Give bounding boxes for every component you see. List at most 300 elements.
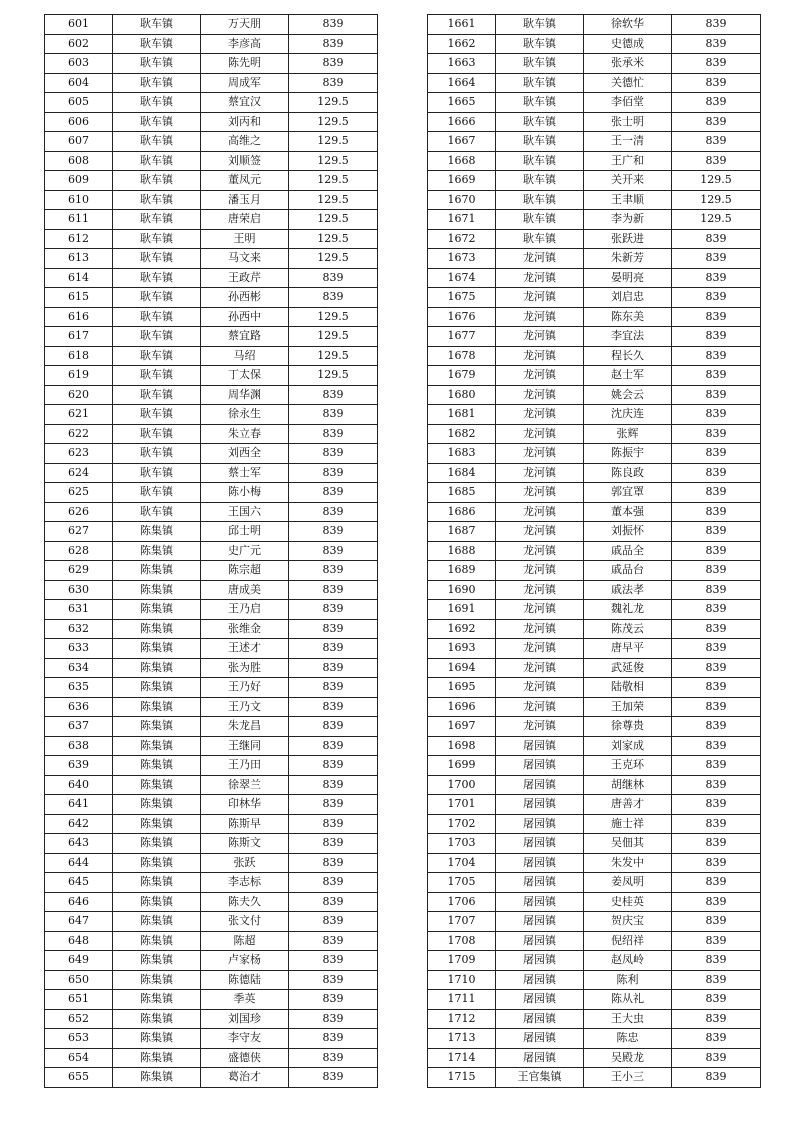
amount-cell: 129.5 — [289, 210, 378, 230]
table-row — [45, 54, 378, 74]
amount-cell: 839 — [289, 405, 378, 425]
serial-number-cell: 1687 — [428, 522, 496, 542]
amount-cell: 839 — [289, 600, 378, 620]
amount-cell: 839 — [672, 873, 761, 893]
serial-number-cell: 1680 — [428, 385, 496, 405]
serial-number-cell: 635 — [45, 678, 113, 698]
amount-cell: 839 — [289, 502, 378, 522]
person-name-cell: 刘丙和 — [201, 112, 289, 132]
amount-cell: 839 — [289, 541, 378, 561]
table-row — [45, 639, 378, 659]
town-cell: 龙河镇 — [496, 639, 584, 659]
table-row — [45, 795, 378, 815]
town-cell: 屠园镇 — [496, 834, 584, 854]
amount-cell: 839 — [289, 951, 378, 971]
serial-number-cell: 606 — [45, 112, 113, 132]
table-row — [428, 522, 761, 542]
table-row — [428, 873, 761, 893]
table-row — [428, 912, 761, 932]
town-cell: 龙河镇 — [496, 366, 584, 386]
person-name-cell: 王小三 — [584, 1068, 672, 1088]
table-row — [428, 307, 761, 327]
town-cell: 屠园镇 — [496, 892, 584, 912]
amount-cell: 839 — [672, 600, 761, 620]
person-name-cell: 万天朋 — [201, 15, 289, 35]
amount-cell: 839 — [672, 385, 761, 405]
amount-cell: 839 — [289, 736, 378, 756]
town-cell: 耿车镇 — [113, 112, 201, 132]
table-row — [428, 561, 761, 581]
serial-number-cell: 620 — [45, 385, 113, 405]
person-name-cell: 戚品全 — [584, 541, 672, 561]
amount-cell: 839 — [289, 990, 378, 1010]
serial-number-cell: 602 — [45, 34, 113, 54]
amount-cell: 839 — [672, 795, 761, 815]
serial-number-cell: 1668 — [428, 151, 496, 171]
serial-number-cell: 624 — [45, 463, 113, 483]
amount-cell: 129.5 — [672, 210, 761, 230]
amount-cell: 129.5 — [289, 93, 378, 113]
amount-cell: 839 — [672, 853, 761, 873]
town-cell: 屠园镇 — [496, 912, 584, 932]
table-row — [45, 405, 378, 425]
person-name-cell: 朱发中 — [584, 853, 672, 873]
table-row — [428, 580, 761, 600]
person-name-cell: 陈德陆 — [201, 970, 289, 990]
person-name-cell: 赵凤岭 — [584, 951, 672, 971]
town-cell: 龙河镇 — [496, 600, 584, 620]
table-row — [45, 678, 378, 698]
serial-number-cell: 1695 — [428, 678, 496, 698]
table-row — [45, 385, 378, 405]
amount-cell: 839 — [289, 639, 378, 659]
person-name-cell: 武延俊 — [584, 658, 672, 678]
person-name-cell: 王广和 — [584, 151, 672, 171]
serial-number-cell: 611 — [45, 210, 113, 230]
amount-cell: 839 — [289, 853, 378, 873]
serial-number-cell: 1699 — [428, 756, 496, 776]
person-name-cell: 董本强 — [584, 502, 672, 522]
amount-cell: 839 — [672, 970, 761, 990]
serial-number-cell: 650 — [45, 970, 113, 990]
town-cell: 耿车镇 — [496, 190, 584, 210]
serial-number-cell: 1703 — [428, 834, 496, 854]
table-row — [45, 951, 378, 971]
table-row — [45, 580, 378, 600]
amount-cell: 129.5 — [289, 151, 378, 171]
table-row — [428, 931, 761, 951]
table-row — [45, 346, 378, 366]
person-name-cell: 郭宜罩 — [584, 483, 672, 503]
amount-cell: 129.5 — [289, 132, 378, 152]
town-cell: 陈集镇 — [113, 814, 201, 834]
person-name-cell: 印林华 — [201, 795, 289, 815]
town-cell: 耿车镇 — [113, 190, 201, 210]
table-row — [45, 210, 378, 230]
town-cell: 陈集镇 — [113, 736, 201, 756]
serial-number-cell: 1676 — [428, 307, 496, 327]
table-row — [45, 775, 378, 795]
amount-cell: 839 — [672, 366, 761, 386]
town-cell: 陈集镇 — [113, 580, 201, 600]
table-row — [428, 73, 761, 93]
town-cell: 屠园镇 — [496, 873, 584, 893]
town-cell: 陈集镇 — [113, 951, 201, 971]
table-row — [45, 892, 378, 912]
town-cell: 耿车镇 — [113, 405, 201, 425]
serial-number-cell: 1712 — [428, 1009, 496, 1029]
serial-number-cell: 617 — [45, 327, 113, 347]
person-name-cell: 徐尊贵 — [584, 717, 672, 737]
table-row — [45, 15, 378, 35]
town-cell: 陈集镇 — [113, 522, 201, 542]
person-name-cell: 李彦高 — [201, 34, 289, 54]
amount-cell: 839 — [672, 132, 761, 152]
table-row — [428, 775, 761, 795]
town-cell: 龙河镇 — [496, 502, 584, 522]
table-row — [428, 34, 761, 54]
table-row — [428, 93, 761, 113]
serial-number-cell: 603 — [45, 54, 113, 74]
person-name-cell: 陈宗超 — [201, 561, 289, 581]
town-cell: 龙河镇 — [496, 288, 584, 308]
amount-cell: 839 — [672, 229, 761, 249]
amount-cell: 839 — [672, 1029, 761, 1049]
serial-number-cell: 634 — [45, 658, 113, 678]
table-row — [45, 424, 378, 444]
person-name-cell: 陈夫久 — [201, 892, 289, 912]
person-name-cell: 王政芹 — [201, 268, 289, 288]
table-row — [45, 190, 378, 210]
town-cell: 耿车镇 — [113, 288, 201, 308]
serial-number-cell: 629 — [45, 561, 113, 581]
serial-number-cell: 636 — [45, 697, 113, 717]
town-cell: 陈集镇 — [113, 619, 201, 639]
town-cell: 屠园镇 — [496, 990, 584, 1010]
person-name-cell: 胡继林 — [584, 775, 672, 795]
table-row — [45, 970, 378, 990]
serial-number-cell: 605 — [45, 93, 113, 113]
person-name-cell: 盛德侠 — [201, 1048, 289, 1068]
person-name-cell: 陆敬相 — [584, 678, 672, 698]
person-name-cell: 关开来 — [584, 171, 672, 191]
table-row — [45, 522, 378, 542]
serial-number-cell: 646 — [45, 892, 113, 912]
town-cell: 龙河镇 — [496, 249, 584, 269]
table-row — [45, 600, 378, 620]
table-row — [45, 171, 378, 191]
amount-cell: 839 — [289, 385, 378, 405]
person-name-cell: 王国六 — [201, 502, 289, 522]
table-row — [45, 268, 378, 288]
person-name-cell: 张跃进 — [584, 229, 672, 249]
amount-cell: 839 — [289, 580, 378, 600]
person-name-cell: 董凤元 — [201, 171, 289, 191]
serial-number-cell: 638 — [45, 736, 113, 756]
town-cell: 陈集镇 — [113, 658, 201, 678]
table-row — [428, 132, 761, 152]
serial-number-cell: 628 — [45, 541, 113, 561]
serial-number-cell: 1698 — [428, 736, 496, 756]
serial-number-cell: 1700 — [428, 775, 496, 795]
serial-number-cell: 1662 — [428, 34, 496, 54]
table-row — [45, 112, 378, 132]
amount-cell: 839 — [672, 619, 761, 639]
person-name-cell: 王一清 — [584, 132, 672, 152]
serial-number-cell: 1693 — [428, 639, 496, 659]
table-row — [428, 366, 761, 386]
table-row — [428, 541, 761, 561]
person-name-cell: 王乃好 — [201, 678, 289, 698]
town-cell: 屠园镇 — [496, 1048, 584, 1068]
table-row — [45, 814, 378, 834]
person-name-cell: 王克环 — [584, 756, 672, 776]
serial-number-cell: 1691 — [428, 600, 496, 620]
town-cell: 陈集镇 — [113, 1009, 201, 1029]
town-cell: 耿车镇 — [496, 93, 584, 113]
table-row — [428, 229, 761, 249]
serial-number-cell: 647 — [45, 912, 113, 932]
serial-number-cell: 612 — [45, 229, 113, 249]
amount-cell: 129.5 — [289, 229, 378, 249]
amount-cell: 839 — [672, 639, 761, 659]
serial-number-cell: 625 — [45, 483, 113, 503]
table-row — [45, 34, 378, 54]
amount-cell: 839 — [672, 814, 761, 834]
town-cell: 陈集镇 — [113, 834, 201, 854]
amount-cell: 129.5 — [289, 307, 378, 327]
town-cell: 耿车镇 — [113, 73, 201, 93]
person-name-cell: 刘振怀 — [584, 522, 672, 542]
amount-cell: 839 — [672, 756, 761, 776]
person-name-cell: 沈庆连 — [584, 405, 672, 425]
table-row — [428, 210, 761, 230]
town-cell: 耿车镇 — [496, 34, 584, 54]
serial-number-cell: 1715 — [428, 1068, 496, 1088]
amount-cell: 839 — [672, 15, 761, 35]
amount-cell: 839 — [289, 873, 378, 893]
table-row — [45, 619, 378, 639]
town-cell: 龙河镇 — [496, 385, 584, 405]
serial-number-cell: 1686 — [428, 502, 496, 522]
table-row — [428, 249, 761, 269]
amount-cell: 839 — [289, 912, 378, 932]
serial-number-cell: 652 — [45, 1009, 113, 1029]
person-name-cell: 徐软华 — [584, 15, 672, 35]
table-row — [45, 736, 378, 756]
amount-cell: 839 — [672, 892, 761, 912]
table-row — [428, 990, 761, 1010]
amount-cell: 839 — [289, 288, 378, 308]
person-name-cell: 唐早平 — [584, 639, 672, 659]
amount-cell: 839 — [672, 658, 761, 678]
serial-number-cell: 1682 — [428, 424, 496, 444]
serial-number-cell: 1697 — [428, 717, 496, 737]
table-row — [45, 1048, 378, 1068]
amount-cell: 129.5 — [672, 171, 761, 191]
person-name-cell: 张辉 — [584, 424, 672, 444]
amount-cell: 129.5 — [289, 190, 378, 210]
person-name-cell: 陈超 — [201, 931, 289, 951]
person-name-cell: 王乃田 — [201, 756, 289, 776]
amount-cell: 839 — [289, 658, 378, 678]
serial-number-cell: 1706 — [428, 892, 496, 912]
amount-cell: 839 — [289, 561, 378, 581]
person-name-cell: 倪绍祥 — [584, 931, 672, 951]
town-cell: 耿车镇 — [113, 463, 201, 483]
person-name-cell: 唐成美 — [201, 580, 289, 600]
town-cell: 耿车镇 — [113, 502, 201, 522]
person-name-cell: 赵士军 — [584, 366, 672, 386]
table-row — [45, 541, 378, 561]
amount-cell: 129.5 — [289, 171, 378, 191]
table-row — [45, 834, 378, 854]
amount-cell: 839 — [289, 834, 378, 854]
serial-number-cell: 1677 — [428, 327, 496, 347]
serial-number-cell: 639 — [45, 756, 113, 776]
serial-number-cell: 618 — [45, 346, 113, 366]
table-row — [428, 795, 761, 815]
town-cell: 龙河镇 — [496, 424, 584, 444]
town-cell: 耿车镇 — [113, 151, 201, 171]
table-row — [428, 717, 761, 737]
person-name-cell: 陈斯文 — [201, 834, 289, 854]
table-row — [428, 658, 761, 678]
amount-cell: 839 — [289, 697, 378, 717]
table-row — [428, 502, 761, 522]
town-cell: 耿车镇 — [496, 73, 584, 93]
town-cell: 屠园镇 — [496, 1009, 584, 1029]
serial-number-cell: 1689 — [428, 561, 496, 581]
amount-cell: 839 — [672, 775, 761, 795]
serial-number-cell: 1714 — [428, 1048, 496, 1068]
serial-number-cell: 645 — [45, 873, 113, 893]
person-name-cell: 刘顺签 — [201, 151, 289, 171]
town-cell: 陈集镇 — [113, 697, 201, 717]
person-name-cell: 李宜法 — [584, 327, 672, 347]
person-name-cell: 陈从礼 — [584, 990, 672, 1010]
town-cell: 耿车镇 — [496, 210, 584, 230]
table-row — [428, 1009, 761, 1029]
amount-cell: 839 — [289, 54, 378, 74]
table-row — [428, 405, 761, 425]
town-cell: 耿车镇 — [496, 112, 584, 132]
amount-cell: 839 — [289, 970, 378, 990]
table-row — [428, 853, 761, 873]
table-row — [428, 697, 761, 717]
amount-cell: 839 — [672, 249, 761, 269]
town-cell: 陈集镇 — [113, 990, 201, 1010]
person-name-cell: 徐永生 — [201, 405, 289, 425]
amount-cell: 839 — [672, 678, 761, 698]
amount-cell: 839 — [289, 775, 378, 795]
serial-number-cell: 1710 — [428, 970, 496, 990]
amount-cell: 839 — [289, 678, 378, 698]
table-row — [428, 288, 761, 308]
serial-number-cell: 623 — [45, 444, 113, 464]
serial-number-cell: 616 — [45, 307, 113, 327]
serial-number-cell: 1671 — [428, 210, 496, 230]
person-name-cell: 史桂英 — [584, 892, 672, 912]
serial-number-cell: 1708 — [428, 931, 496, 951]
town-cell: 龙河镇 — [496, 307, 584, 327]
town-cell: 耿车镇 — [113, 483, 201, 503]
amount-cell: 839 — [672, 268, 761, 288]
table-row — [45, 853, 378, 873]
table-row — [45, 717, 378, 737]
serial-number-cell: 1672 — [428, 229, 496, 249]
town-cell: 屠园镇 — [496, 756, 584, 776]
person-name-cell: 王乃启 — [201, 600, 289, 620]
person-name-cell: 刘启忠 — [584, 288, 672, 308]
amount-cell: 839 — [289, 795, 378, 815]
amount-cell: 839 — [672, 561, 761, 581]
amount-cell: 839 — [289, 444, 378, 464]
serial-number-cell: 654 — [45, 1048, 113, 1068]
town-cell: 陈集镇 — [113, 717, 201, 737]
town-cell: 屠园镇 — [496, 814, 584, 834]
table-row — [428, 327, 761, 347]
amount-cell: 839 — [289, 268, 378, 288]
person-name-cell: 孙西彬 — [201, 288, 289, 308]
table-row — [45, 463, 378, 483]
amount-cell: 839 — [672, 327, 761, 347]
person-name-cell: 孙西中 — [201, 307, 289, 327]
town-cell: 陈集镇 — [113, 1029, 201, 1049]
table-row — [45, 912, 378, 932]
serial-number-cell: 1685 — [428, 483, 496, 503]
person-name-cell: 戚品台 — [584, 561, 672, 581]
table-row — [428, 951, 761, 971]
serial-number-cell: 607 — [45, 132, 113, 152]
person-name-cell: 戚法孝 — [584, 580, 672, 600]
serial-number-cell: 622 — [45, 424, 113, 444]
town-cell: 耿车镇 — [113, 249, 201, 269]
town-cell: 陈集镇 — [113, 795, 201, 815]
town-cell: 陈集镇 — [113, 541, 201, 561]
serial-number-cell: 601 — [45, 15, 113, 35]
town-cell: 陈集镇 — [113, 873, 201, 893]
table-row — [428, 756, 761, 776]
table-row — [428, 424, 761, 444]
amount-cell: 839 — [672, 697, 761, 717]
serial-number-cell: 653 — [45, 1029, 113, 1049]
town-cell: 耿车镇 — [496, 15, 584, 35]
town-cell: 陈集镇 — [113, 775, 201, 795]
person-name-cell: 贺庆宝 — [584, 912, 672, 932]
amount-cell: 839 — [289, 892, 378, 912]
amount-cell: 839 — [289, 619, 378, 639]
serial-number-cell: 631 — [45, 600, 113, 620]
person-name-cell: 丁太保 — [201, 366, 289, 386]
person-name-cell: 李为新 — [584, 210, 672, 230]
person-name-cell: 蔡宜路 — [201, 327, 289, 347]
amount-cell: 839 — [289, 463, 378, 483]
town-cell: 屠园镇 — [496, 853, 584, 873]
amount-cell: 839 — [289, 15, 378, 35]
town-cell: 耿车镇 — [113, 93, 201, 113]
serial-number-cell: 604 — [45, 73, 113, 93]
amount-cell: 839 — [672, 717, 761, 737]
serial-number-cell: 1673 — [428, 249, 496, 269]
amount-cell: 839 — [672, 112, 761, 132]
town-cell: 龙河镇 — [496, 717, 584, 737]
amount-cell: 839 — [672, 912, 761, 932]
town-cell: 陈集镇 — [113, 912, 201, 932]
person-name-cell: 高维之 — [201, 132, 289, 152]
person-name-cell: 王大虫 — [584, 1009, 672, 1029]
serial-number-cell: 651 — [45, 990, 113, 1010]
